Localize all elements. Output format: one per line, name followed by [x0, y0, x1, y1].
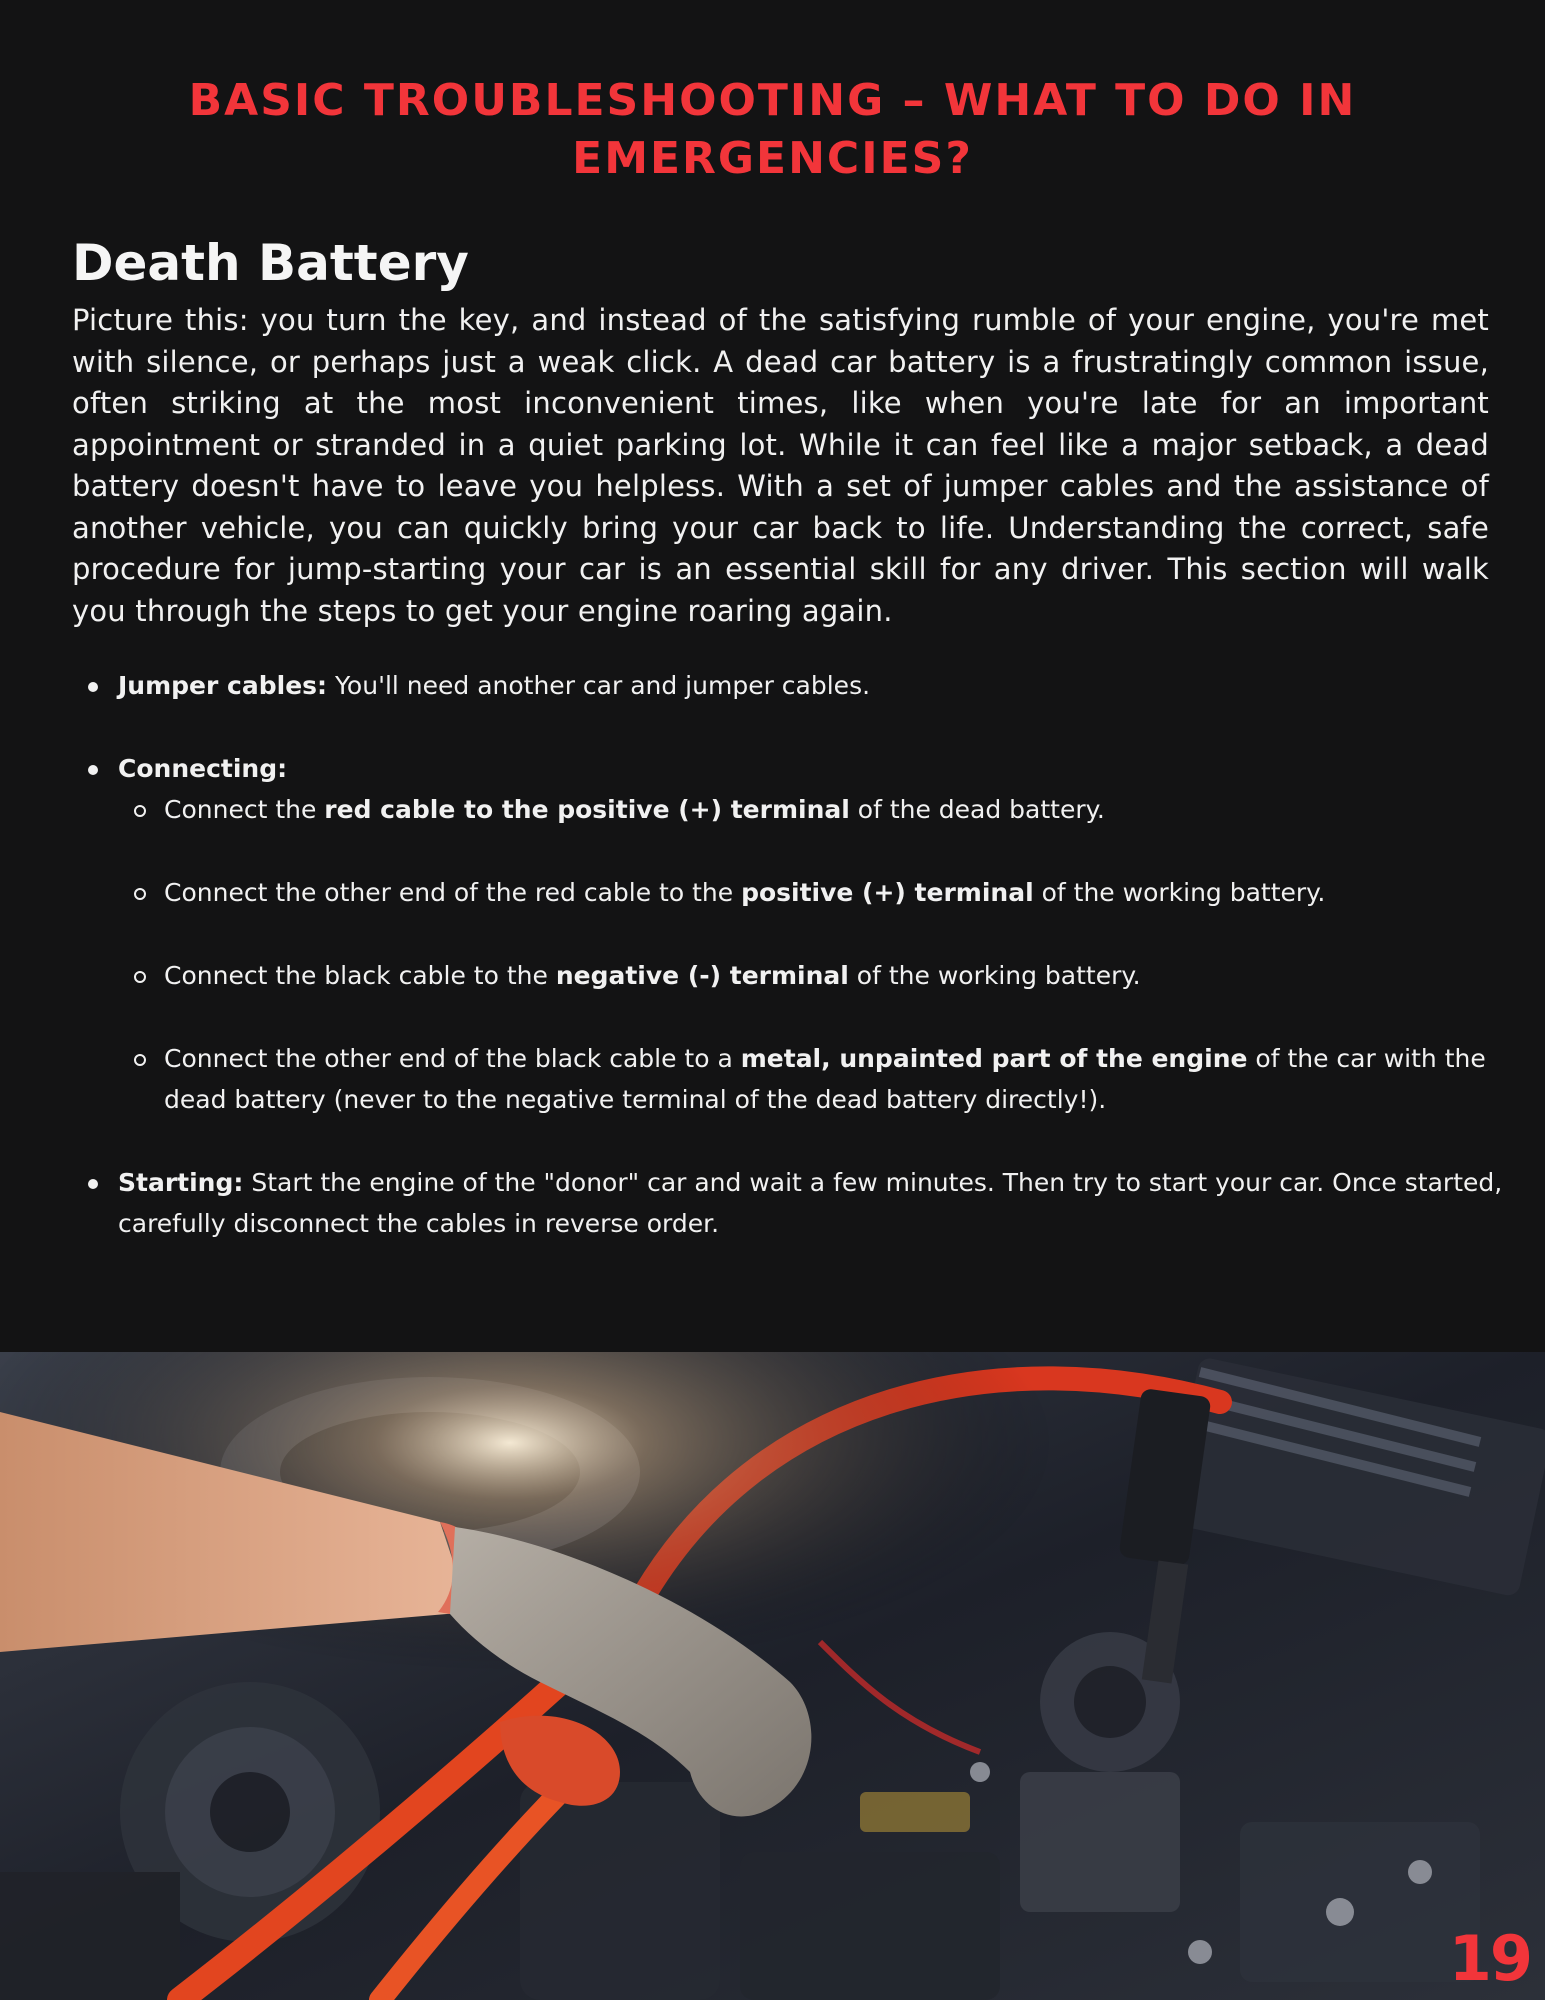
substep-item: [164, 1038, 1538, 1120]
step-label: Jumper cables:: [118, 671, 328, 700]
substep-text: of the car with the dead battery (never to the negative terminal of the dead battery directly!).: [164, 1044, 1486, 1114]
substep-text: Connect the other end of the red cable to the: [164, 878, 742, 907]
substep-emphasis: metal, unpainted part of the engine: [740, 1044, 1248, 1073]
step-text: You'll need another car and jumper cables.: [327, 671, 871, 700]
step-label: Connecting:: [118, 754, 288, 783]
section-heading: Death Battery: [72, 234, 469, 292]
substep-text: of the working battery.: [1033, 878, 1326, 907]
steps-list: [72, 665, 1538, 1286]
engine-jumpstart-photo: [0, 1352, 1545, 2000]
substep-text: Connect the: [164, 795, 325, 824]
page-title: BASIC TROUBLESHOOTING – WHAT TO DO IN EMERGENCIES?: [188, 75, 1357, 184]
substep-item: [164, 955, 1538, 996]
substep-item: [164, 872, 1538, 913]
substep-emphasis: negative (-) terminal: [555, 961, 849, 990]
substep-text: of the working battery.: [848, 961, 1141, 990]
engine-photo-illustration: [0, 1352, 1545, 2000]
page-number: 19: [1448, 1922, 1531, 1995]
step-text: Start the engine of the "donor" car and wait a few minutes. Then try to start your car. Once started, carefully disconnect the cables in reverse order.: [118, 1168, 1503, 1238]
list-item-connecting: [118, 748, 1538, 1120]
substep-emphasis: red cable to the positive (+) terminal: [324, 795, 850, 824]
substep-text: of the dead battery.: [849, 795, 1105, 824]
substep-emphasis: positive (+) terminal: [741, 878, 1034, 907]
intro-paragraph: Picture this: you turn the key, and instead of the satisfying rumble of your engine, you're met with silence, or perhaps just a weak click. A dead car battery is a frustratingly common issue, often striking at the most inconvenient times, like when you're late for an important appointment or stranded in a quiet parking lot. While it can feel like a major setback, a dead battery doesn't have to leave you helpless. With a set of jumper cables and the assistance of another vehicle, you can quickly bring your car back to life. Understanding the correct, safe procedure for jump-starting your car is an essential skill for any driver. This section will walk you through the steps to get your engine roaring again.: [72, 303, 1489, 628]
substep-text: Connect the other end of the black cable to a: [164, 1044, 741, 1073]
substep-item: [164, 789, 1538, 830]
step-label: Starting:: [118, 1168, 244, 1197]
list-item-jumper-cables: [118, 665, 1538, 706]
connecting-substeps: [118, 789, 1538, 1120]
list-item-starting: [118, 1162, 1538, 1244]
substep-text: Connect the black cable to the: [164, 961, 556, 990]
